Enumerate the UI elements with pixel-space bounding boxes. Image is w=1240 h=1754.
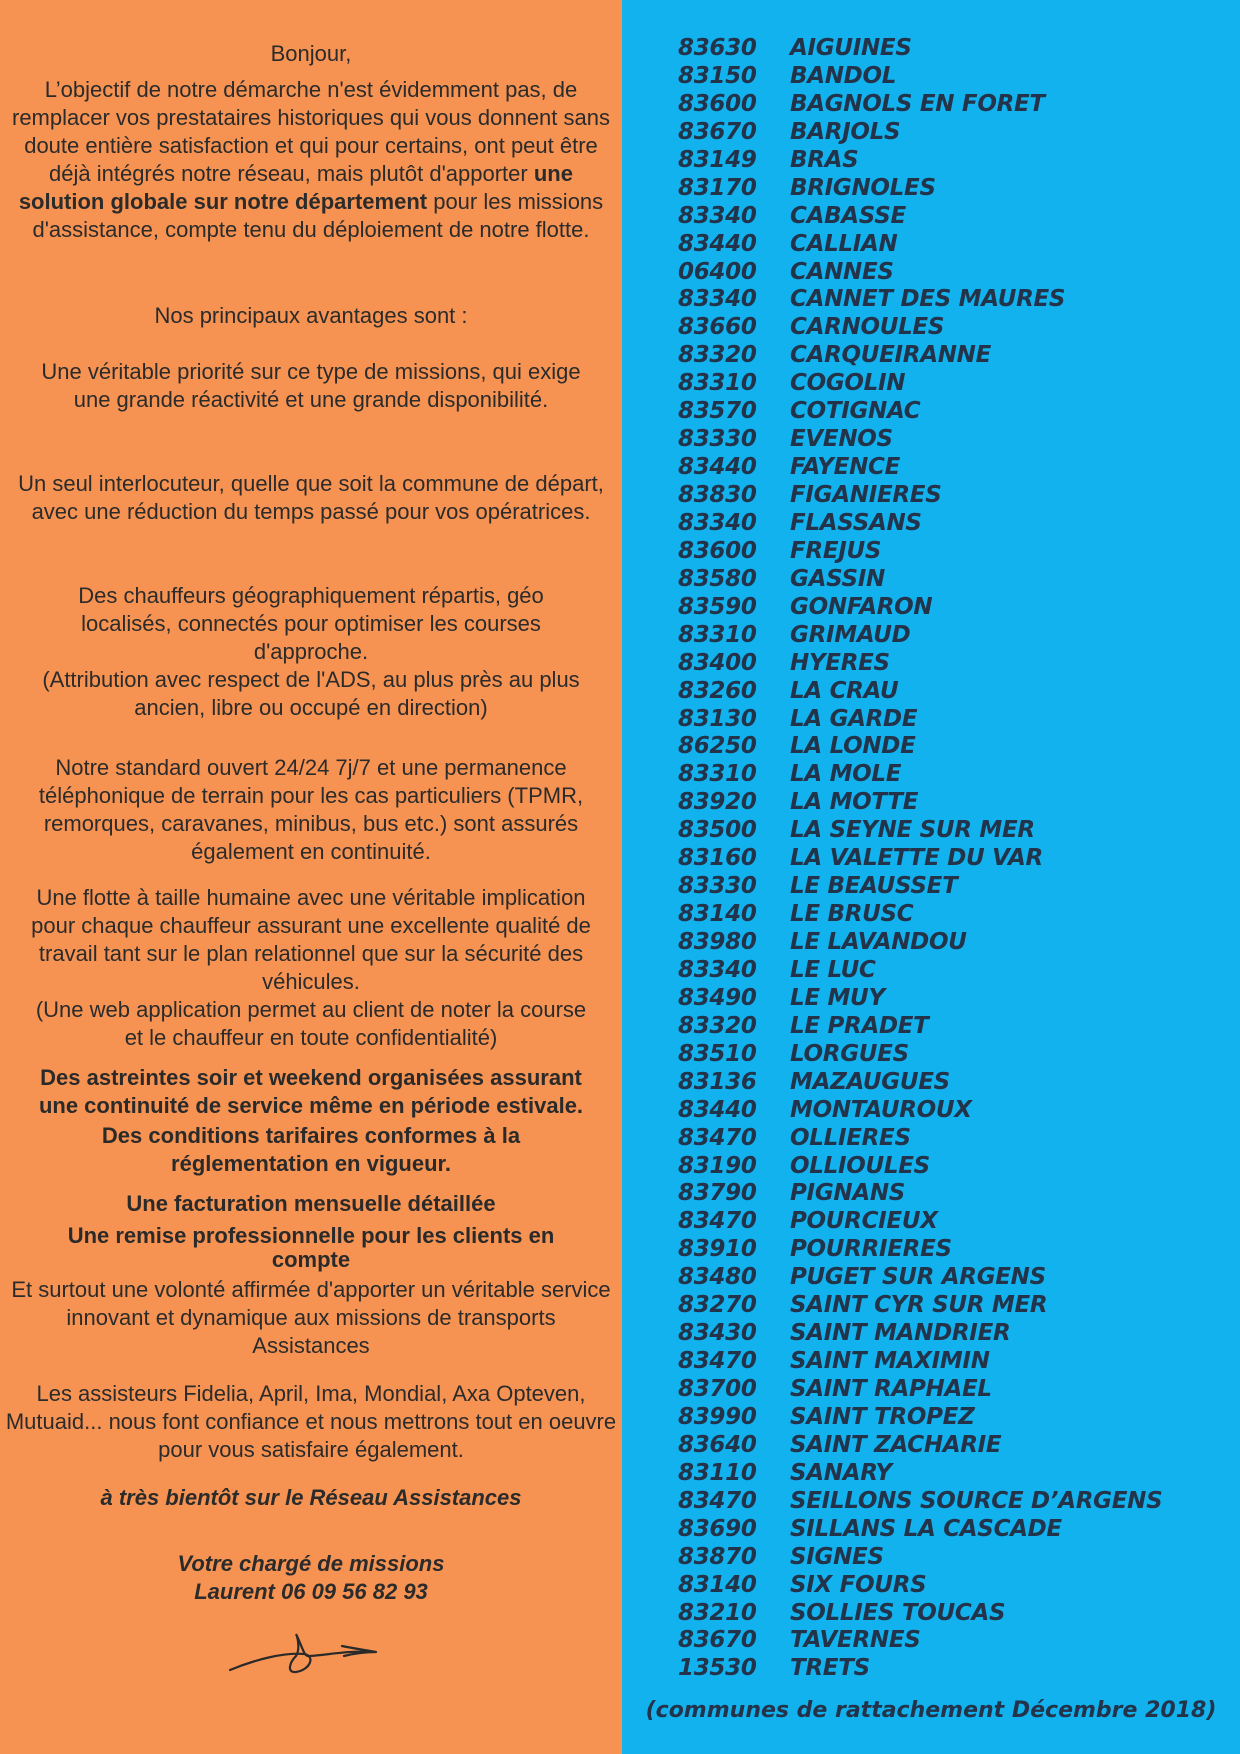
commune-item	[678, 1208, 1162, 1236]
postal-code: 83110	[678, 1459, 757, 1486]
postal-code: 83600	[678, 537, 757, 564]
commune-item	[678, 1125, 1162, 1153]
commune-name: SAINT ZACHARIE	[790, 1431, 1002, 1458]
postal-code: 83510	[678, 1040, 757, 1067]
commune-name: COGOLIN	[790, 370, 906, 397]
commune-name: PIGNANS	[790, 1180, 906, 1207]
postal-code: 83430	[678, 1320, 757, 1347]
commune-name: LE PRADET	[790, 1012, 929, 1039]
commune-name: CARNOULES	[790, 314, 945, 341]
communes-list	[678, 35, 1162, 1683]
commune-name: FAYENCE	[790, 454, 901, 481]
commune-name: TAVERNES	[790, 1627, 921, 1654]
commune-name: SAINT MANDRIER	[790, 1320, 1011, 1347]
commune-item	[678, 817, 1162, 845]
clients-paragraph: Les assisteurs Fidelia, April, Ima, Mondial, Axa Opteven, Mutuaid... nous font confiance et nous mettrons tout en oeuvre pour vous satisfaire également.	[5, 1381, 617, 1462]
intro-text-start: L’objectif de notre démarche n'est évidemment pas, de remplacer vos prestataires historiques qui vous donnent sans doute entière satisfaction et qui pour certains, ont peut être déjà intégrés notre réseau, mais plutôt d'apporter	[12, 77, 610, 186]
commune-name: BARJOLS	[790, 118, 901, 145]
commune-item	[678, 594, 1162, 622]
commune-name: LA SEYNE SUR MER	[790, 817, 1035, 844]
commune-item	[678, 1488, 1162, 1516]
commune-item	[678, 259, 1162, 287]
postal-code: 83340	[678, 956, 757, 983]
commune-item	[678, 1376, 1162, 1404]
commune-item	[678, 901, 1162, 929]
commune-name: SAINT MAXIMIN	[790, 1348, 990, 1375]
attribution-paragraph: (Attribution avec respect de l'ADS, au plus près au plus ancien, libre ou occupé en direction)	[42, 667, 580, 720]
postal-code: 83570	[678, 398, 757, 425]
commune-name: LA CRAU	[790, 677, 899, 704]
commune-item	[678, 761, 1162, 789]
commune-name: FIGANIERES	[790, 482, 942, 508]
commune-item	[678, 454, 1162, 482]
postal-code: 83470	[678, 1487, 757, 1514]
postal-code: 83590	[678, 593, 757, 620]
postal-code: 83210	[678, 1599, 757, 1626]
discount-paragraph: Une remise professionnelle pour les clients en compte	[67, 1223, 555, 1272]
closing-line: à très bientôt sur le Réseau Assistances	[100, 1485, 522, 1510]
commune-name: GASSIN	[790, 565, 885, 592]
commune-name: CARQUEIRANNE	[790, 342, 992, 369]
drivers-paragraph: Des chauffeurs géographiquement répartis, géo localisés, connectés pour optimiser les courses d'approche.	[78, 583, 544, 664]
postal-code: 83130	[678, 705, 757, 732]
postal-code: 83790	[678, 1180, 757, 1207]
commune-name: CANNET DES MAURES	[790, 286, 1066, 313]
commune-name: LA LONDE	[790, 733, 916, 760]
commune-item	[678, 1600, 1162, 1628]
commune-item	[678, 789, 1162, 817]
commune-item	[678, 650, 1162, 678]
commune-item	[678, 1292, 1162, 1320]
postal-code: 83340	[678, 286, 757, 313]
webapp-paragraph: (Une web application permet au client de noter la course et le chauffeur en toute confidentialité)	[35, 997, 587, 1050]
commune-name: POURCIEUX	[790, 1208, 938, 1235]
commune-name: SAINT TROPEZ	[790, 1403, 975, 1430]
postal-code: 83140	[678, 1571, 757, 1598]
commune-name: LE BRUSC	[790, 901, 914, 928]
commune-name: BANDOL	[790, 62, 897, 89]
commune-name: BRAS	[790, 146, 859, 173]
commune-item	[678, 510, 1162, 538]
postal-code: 83600	[678, 90, 757, 117]
postal-code: 83630	[678, 35, 757, 61]
postal-code: 83149	[678, 146, 757, 173]
billing-line: Une facturation mensuelle détaillée	[126, 1191, 496, 1216]
commune-item	[678, 1013, 1162, 1041]
commune-name: GRIMAUD	[790, 621, 911, 648]
greeting: Bonjour,	[270, 41, 352, 66]
postal-code: 83910	[678, 1236, 757, 1263]
commune-name: PUGET SUR ARGENS	[790, 1264, 1046, 1291]
postal-code: 83640	[678, 1431, 757, 1458]
commune-item	[678, 929, 1162, 957]
commune-name: LORGUES	[790, 1040, 909, 1067]
postal-code: 83136	[678, 1068, 757, 1095]
priority-paragraph: Une véritable priorité sur ce type de missions, qui exige une grande réactivité et une grande disponibilité.	[41, 359, 581, 412]
commune-item	[678, 706, 1162, 734]
commune-item	[678, 1627, 1162, 1655]
postal-code: 83470	[678, 1124, 757, 1151]
commune-name: LE BEAUSSET	[790, 873, 958, 900]
commune-item	[678, 873, 1162, 901]
commune-item	[678, 370, 1162, 398]
postal-code: 86250	[678, 733, 757, 760]
commune-name: EVENOS	[790, 426, 893, 453]
commune-name: OLLIERES	[790, 1124, 911, 1151]
postal-code: 83920	[678, 789, 757, 816]
commune-name: SEILLONS SOURCE D’ARGENS	[790, 1487, 1163, 1514]
commune-item	[678, 566, 1162, 594]
commune-name: LE LUC	[790, 956, 876, 983]
postal-code: 83150	[678, 62, 757, 89]
postal-code: 83330	[678, 426, 757, 453]
commune-name: POURRIERES	[790, 1236, 952, 1263]
ambition-paragraph: Et surtout une volonté affirmée d'apporter un véritable service innovant et dynamique aux missions de transports Assistances	[11, 1277, 611, 1358]
commune-item	[678, 1655, 1162, 1683]
postal-code: 83440	[678, 230, 757, 257]
postal-code: 83160	[678, 845, 757, 872]
commune-item	[678, 314, 1162, 342]
postal-code: 83310	[678, 370, 757, 397]
commune-item	[678, 1516, 1162, 1544]
commune-name: LA MOTTE	[790, 789, 919, 816]
postal-code: 83310	[678, 761, 757, 788]
postal-code: 83270	[678, 1292, 757, 1319]
intro-paragraph	[8, 76, 614, 244]
communes-panel	[622, 0, 1240, 1754]
postal-code: 83440	[678, 454, 757, 481]
commune-name: LE LAVANDOU	[790, 929, 967, 955]
commune-name: HYERES	[790, 649, 890, 676]
postal-code: 83670	[678, 118, 757, 145]
commune-item	[678, 678, 1162, 706]
postal-code: 83470	[678, 1208, 757, 1235]
commune-name: FLASSANS	[790, 509, 922, 536]
commune-item	[678, 622, 1162, 650]
commune-item	[678, 231, 1162, 259]
commune-name: SOLLIES TOUCAS	[790, 1599, 1006, 1626]
commune-name: LA MOLE	[790, 761, 902, 788]
commune-item	[678, 1432, 1162, 1460]
postal-code: 83700	[678, 1376, 757, 1402]
postal-code: 83170	[678, 174, 757, 201]
intro-text-end: pour les missions d'assistance, compte tenu du déploiement de notre flotte.	[32, 189, 604, 242]
pricing-paragraph: Des conditions tarifaires conformes à la réglementation en vigueur.	[101, 1123, 521, 1176]
postal-code: 83190	[678, 1152, 757, 1179]
commune-item	[678, 91, 1162, 119]
postal-code: 83330	[678, 873, 757, 900]
commune-name: FREJUS	[790, 537, 882, 564]
commune-item	[678, 426, 1162, 454]
postal-code: 83690	[678, 1515, 757, 1542]
commune-name: CABASSE	[790, 202, 906, 229]
postal-code: 83490	[678, 984, 757, 1011]
postal-code: 06400	[678, 258, 757, 285]
signoff-title: Votre chargé de missions	[177, 1551, 445, 1576]
postal-code: 83340	[678, 202, 757, 229]
postal-code: 83870	[678, 1543, 757, 1570]
standard-paragraph: Notre standard ouvert 24/24 7j/7 et une permanence téléphonique de terrain pour les cas particuliers (TPMR, remorques, caravanes, minibus, bus etc.) sont assurés également en continuité.	[38, 755, 584, 864]
postal-code: 83990	[678, 1403, 757, 1430]
commune-item	[678, 1069, 1162, 1097]
commune-item	[678, 1320, 1162, 1348]
commune-name: COTIGNAC	[790, 398, 921, 425]
commune-item	[678, 985, 1162, 1013]
commune-item	[678, 957, 1162, 985]
commune-item	[678, 1404, 1162, 1432]
commune-name: SAINT RAPHAEL	[790, 1376, 992, 1402]
signature-image	[224, 1626, 384, 1678]
commune-item	[678, 733, 1162, 761]
commune-item	[678, 1264, 1162, 1292]
commune-item	[678, 286, 1162, 314]
commune-item	[678, 175, 1162, 203]
commune-name: TRETS	[790, 1655, 870, 1682]
commune-name: BRIGNOLES	[790, 174, 936, 201]
commune-item	[678, 1097, 1162, 1125]
commune-name: LE MUY	[790, 984, 885, 1011]
commune-name: BAGNOLS EN FORET	[790, 90, 1045, 117]
postal-code: 83660	[678, 314, 757, 341]
advantages-heading: Nos principaux avantages sont :	[154, 303, 468, 328]
postal-code: 83500	[678, 817, 757, 844]
single-contact-paragraph: Un seul interlocuteur, quelle que soit la commune de départ, avec une réduction du temps passé pour vos opératrices.	[18, 471, 604, 524]
postal-code: 83400	[678, 649, 757, 676]
postal-code: 83480	[678, 1264, 757, 1291]
postal-code: 83320	[678, 342, 757, 369]
commune-name: LA GARDE	[790, 705, 918, 732]
commune-item	[678, 1041, 1162, 1069]
commune-item	[678, 398, 1162, 426]
commune-name: SIGNES	[790, 1543, 884, 1570]
commune-name: MAZAUGUES	[790, 1068, 950, 1095]
commune-item	[678, 1572, 1162, 1600]
commune-name: CALLIAN	[790, 230, 898, 257]
intro-highlight: une solution globale sur notre département	[18, 161, 573, 214]
commune-item	[678, 119, 1162, 147]
commune-item	[678, 482, 1162, 510]
postal-code: 83670	[678, 1627, 757, 1654]
commune-item	[678, 63, 1162, 91]
postal-code: 83470	[678, 1348, 757, 1375]
commune-item	[678, 35, 1162, 63]
commune-name: SAINT CYR SUR MER	[790, 1292, 1048, 1319]
communes-footnote: (communes de rattachement Décembre 2018)	[645, 1698, 1217, 1723]
commune-item	[678, 1180, 1162, 1208]
commune-name: OLLIOULES	[790, 1152, 930, 1179]
postal-code: 13530	[678, 1655, 757, 1682]
commune-name: MONTAUROUX	[790, 1096, 972, 1123]
commune-item	[678, 203, 1162, 231]
postal-code: 83310	[678, 621, 757, 648]
on-call-paragraph: Des astreintes soir et weekend organisées assurant une continuité de service même en période estivale.	[38, 1065, 584, 1118]
commune-item	[678, 1153, 1162, 1181]
commune-name: CANNES	[790, 258, 894, 285]
postal-code: 83830	[678, 482, 757, 508]
postal-code: 83340	[678, 509, 757, 536]
commune-item	[678, 1460, 1162, 1488]
commune-name: LA VALETTE DU VAR	[790, 845, 1043, 872]
postal-code: 83320	[678, 1012, 757, 1039]
postal-code: 83440	[678, 1096, 757, 1123]
commune-name: SILLANS LA CASCADE	[790, 1515, 1062, 1542]
signoff-contact: Laurent 06 09 56 82 93	[194, 1579, 428, 1604]
commune-name: GONFARON	[790, 593, 933, 620]
commune-item	[678, 147, 1162, 175]
commune-name: SANARY	[790, 1459, 892, 1486]
commune-item	[678, 1236, 1162, 1264]
fleet-paragraph: Une flotte à taille humaine avec une véritable implication pour chaque chauffeur assurant une excellente qualité de travail tant sur le plan relationnel que sur la sécurité des véhicules.	[31, 885, 591, 994]
commune-item	[678, 538, 1162, 566]
commune-item	[678, 342, 1162, 370]
postal-code: 83980	[678, 929, 757, 955]
postal-code: 83140	[678, 901, 757, 928]
commune-item	[678, 1544, 1162, 1572]
commune-name: AIGUINES	[790, 35, 912, 61]
postal-code: 83260	[678, 677, 757, 704]
commune-item	[678, 1348, 1162, 1376]
postal-code: 83580	[678, 565, 757, 592]
commune-item	[678, 845, 1162, 873]
commune-name: SIX FOURS	[790, 1571, 927, 1598]
